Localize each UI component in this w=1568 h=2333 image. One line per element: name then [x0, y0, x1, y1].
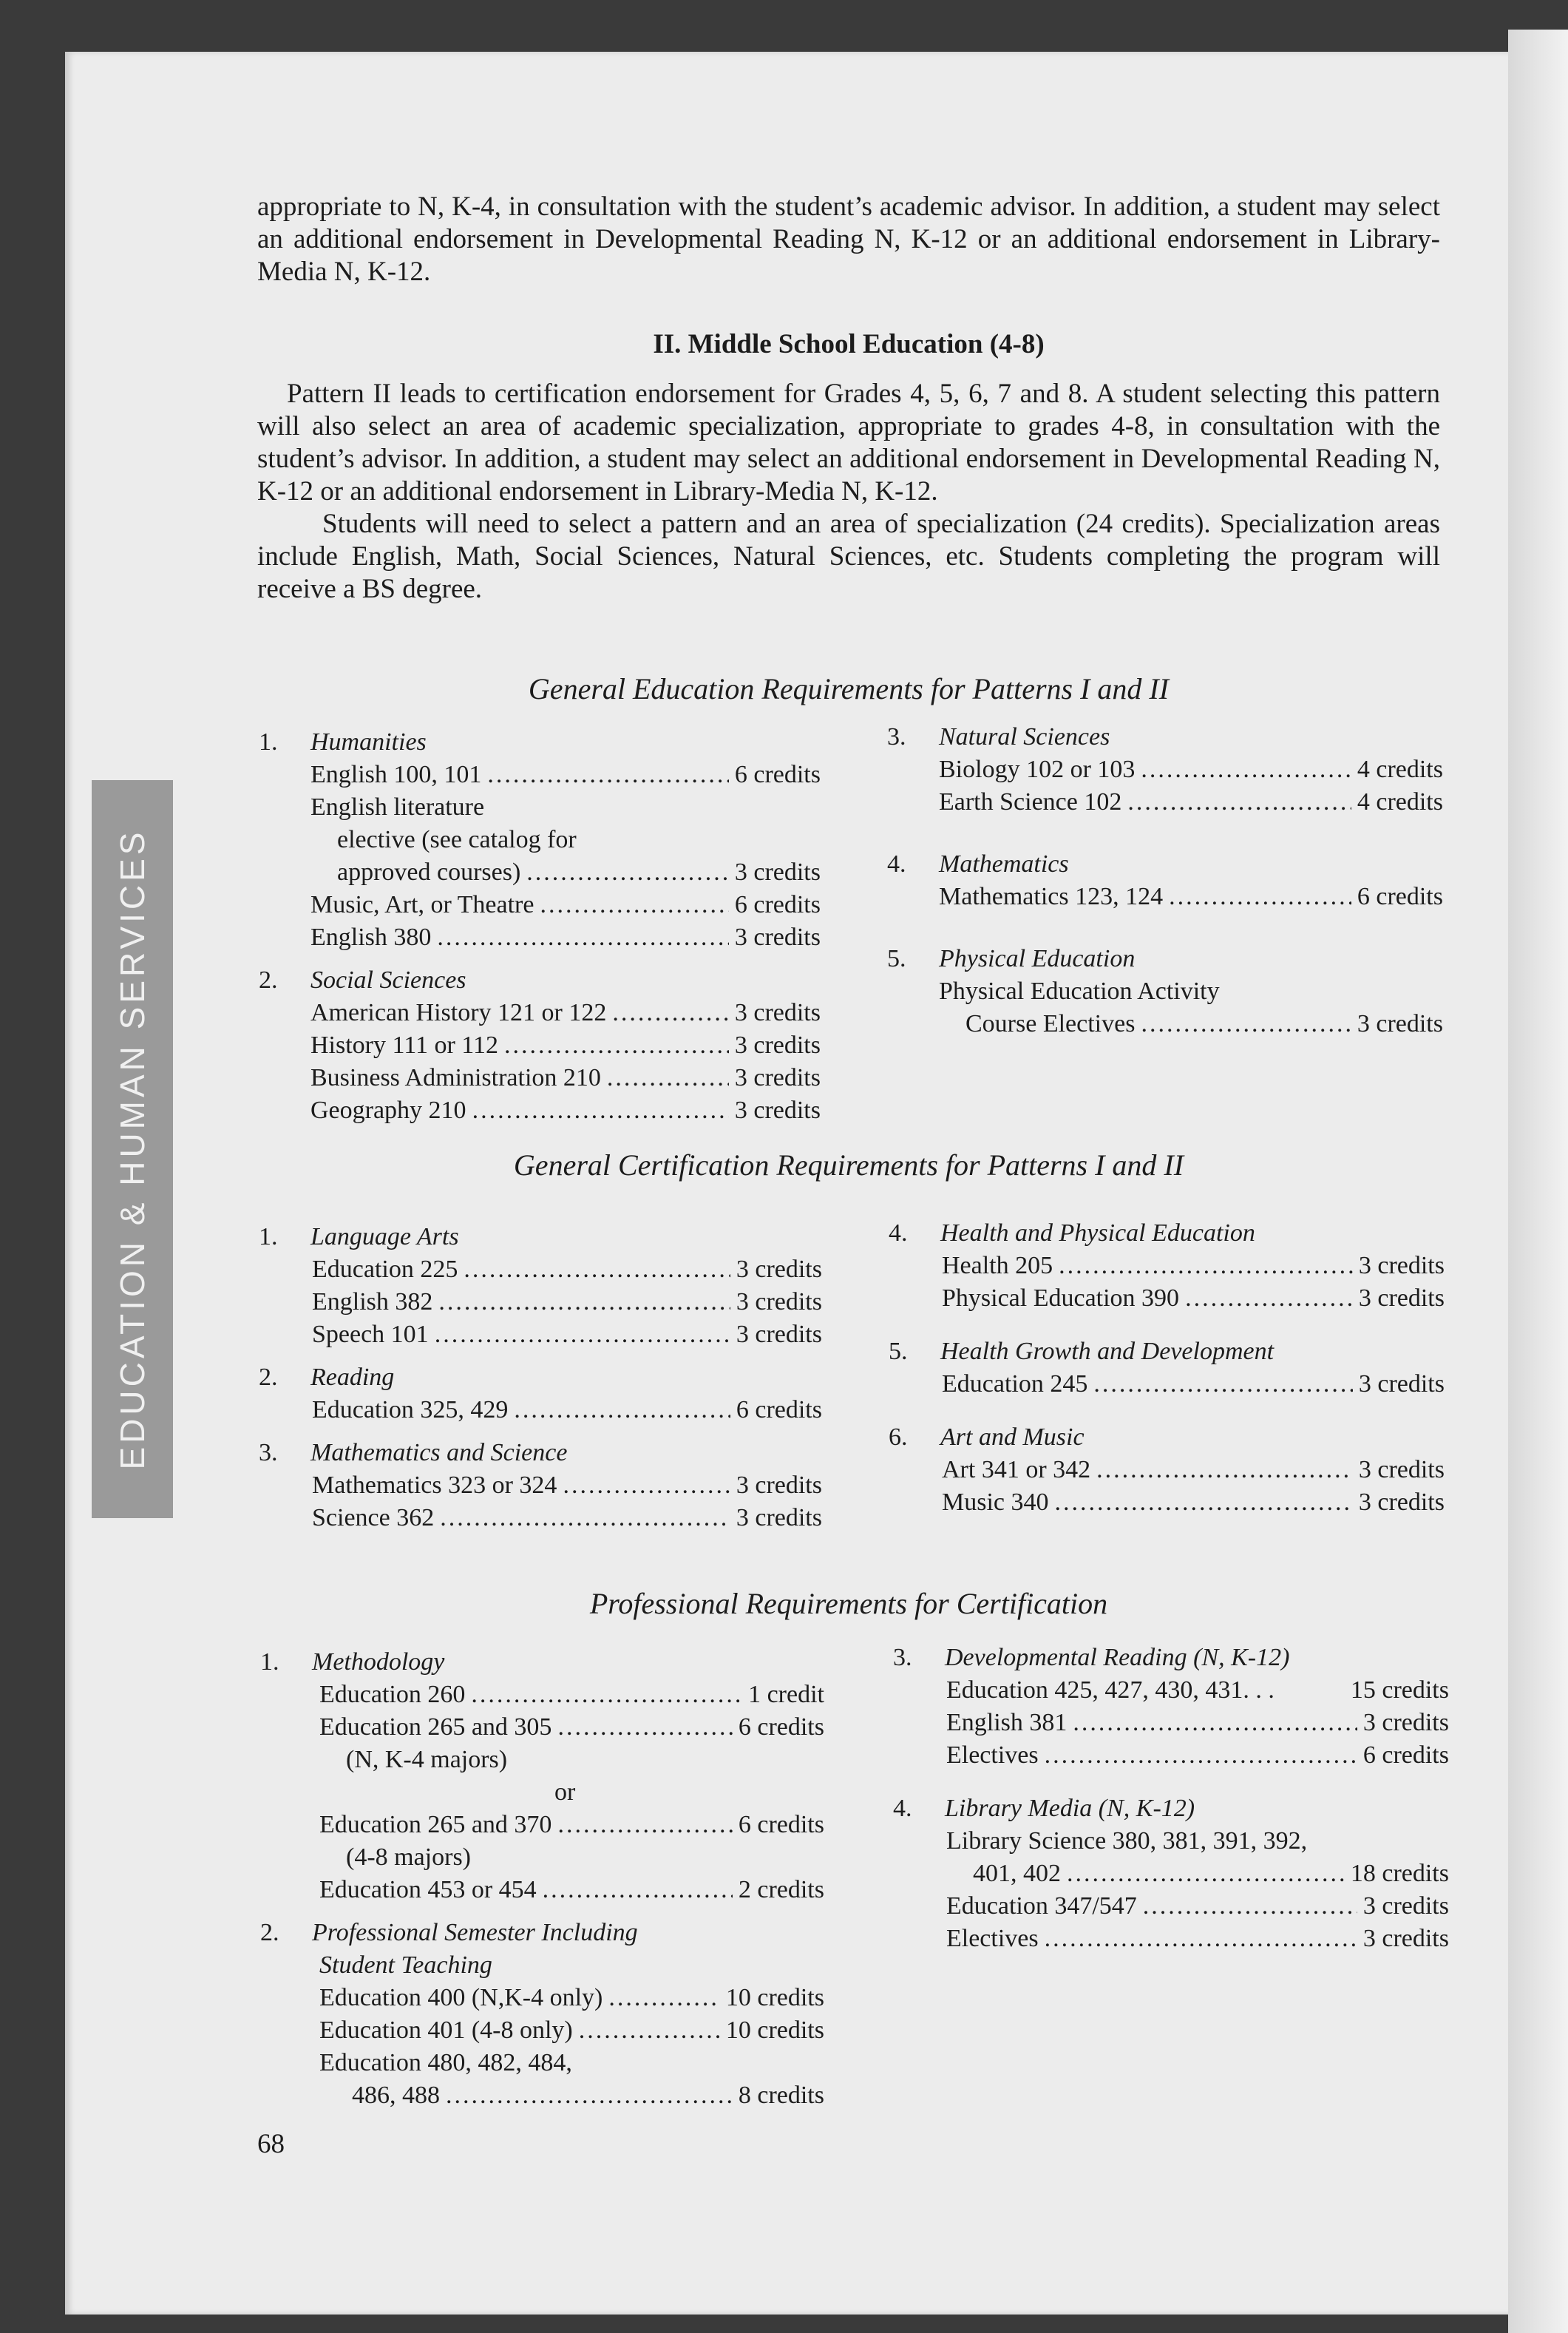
course-row: Education 347/547 ..... 3 credits	[946, 1890, 1449, 1923]
course-row: Electives ..... 6 credits	[946, 1739, 1449, 1772]
group-title: Health Growth and Development	[940, 1338, 1275, 1365]
group-number: 4.	[893, 1795, 912, 1822]
group-number: 2.	[259, 1364, 278, 1391]
page-edge	[1508, 30, 1568, 2333]
course-row: History 111 or 112 ..... 3 credits	[310, 1029, 821, 1062]
group-number: 3.	[893, 1644, 912, 1671]
methodology-group	[260, 1646, 824, 1906]
course-line: Physical Education Activity	[939, 978, 1220, 1005]
prof-right-column	[893, 1642, 1449, 1965]
course-row: Education 260 ..... 1 credit	[319, 1679, 824, 1711]
art-music-group	[889, 1421, 1445, 1519]
group-title: Library Media (N, K-12)	[945, 1795, 1195, 1822]
physical-education-group	[887, 943, 1443, 1040]
course-row: Education 425, 427, 430, 431. . . 15 credits	[946, 1676, 1449, 1704]
course-row: English 382 ..... 3 credits	[312, 1286, 822, 1318]
course-row: Mathematics 123, 124 ..... 6 credits	[939, 881, 1443, 913]
social-sciences-group	[259, 964, 821, 1127]
group-number: 3.	[887, 723, 906, 751]
group-number: 5.	[887, 945, 906, 972]
course-row: Education 401 (4-8 only) ..... 10 credits	[319, 2014, 824, 2047]
course-note: (4-8 majors)	[346, 1843, 472, 1871]
course-row: Business Administration 210 ..... 3 credits	[310, 1062, 821, 1094]
health-growth-group	[889, 1335, 1445, 1401]
course-row: Electives ..... 3 credits	[946, 1923, 1449, 1955]
course-row: Earth Science 102 ..... 4 credits	[939, 786, 1443, 819]
group-number: 3.	[259, 1439, 278, 1466]
course-row: English 380 ..... 3 credits	[310, 921, 821, 954]
course-row: English 381 ..... 3 credits	[946, 1707, 1449, 1739]
group-title: Mathematics and Science	[310, 1439, 568, 1466]
mathematics-group	[887, 848, 1443, 913]
course-row: Physical Education 390 ..... 3 credits	[942, 1282, 1445, 1315]
course-row: Education 265 and 305 ..... 6 credits	[319, 1711, 824, 1744]
group-title: Professional Semester Including	[312, 1919, 638, 1946]
group-number: 2.	[259, 966, 278, 994]
course-row: approved courses) ..... 3 credits	[337, 856, 821, 889]
course-line: Education 480, 482, 484,	[319, 2049, 572, 2076]
page-number: 68	[257, 2129, 285, 2159]
course-row: Music 340 ..... 3 credits	[942, 1486, 1445, 1519]
course-row: Mathematics 323 or 324 ..... 3 credits	[312, 1469, 822, 1502]
course-row: Education 325, 429 ..... 6 credits	[312, 1394, 822, 1426]
prof-heading: Professional Requirements for Certification	[589, 1587, 1108, 1620]
specialization-paragraph: Students will need to select a pattern and an area of specialization (24 credits). Specialization areas include English, Math, Social Sciences, Natural Sciences, etc. Students completing the program will receive a BS degree.	[257, 509, 1440, 604]
group-number: 1.	[259, 1223, 278, 1250]
course-row: Art 341 or 342 ..... 3 credits	[942, 1454, 1445, 1486]
natural-sciences-group	[887, 721, 1443, 819]
group-title: Developmental Reading (N, K-12)	[945, 1644, 1290, 1671]
group-title: Language Arts	[310, 1223, 459, 1250]
group-number: 1.	[259, 728, 278, 756]
course-row: Health 205 ..... 3 credits	[942, 1250, 1445, 1282]
group-number: 2.	[260, 1919, 279, 1946]
course-row: Education 245 ..... 3 credits	[942, 1368, 1445, 1401]
course-row: Music, Art, or Theatre ..... 6 credits	[310, 889, 821, 921]
course-row: Speech 101 ..... 3 credits	[312, 1318, 822, 1351]
course-line: English literature	[310, 793, 485, 821]
group-title-continued: Student Teaching	[319, 1951, 492, 1979]
group-number: 6.	[889, 1423, 908, 1451]
intro-paragraph: appropriate to N, K-4, in consultation with the student’s academic advisor. In addition, a student may select an additional endorsement in Developmental Reading N, K-12 or an additional endorsement in Library-Media N, K-12.	[257, 192, 1440, 287]
humanities-group	[259, 726, 821, 954]
group-number: 4.	[889, 1219, 908, 1247]
course-row: 486, 488 ..... 8 credits	[352, 2079, 824, 2112]
prof-left-column	[260, 1646, 824, 2122]
course-row: Education 400 (N,K-4 only) ..... 10 credits	[319, 1982, 824, 2014]
or-connector: or	[554, 1778, 576, 1806]
course-row: Education 265 and 370 ..... 6 credits	[319, 1809, 824, 1841]
course-row: Education 453 or 454 ..... 2 credits	[319, 1874, 824, 1906]
gen-cert-right-column	[889, 1217, 1445, 1529]
language-arts-group	[259, 1221, 822, 1351]
course-note: (N, K-4 majors)	[346, 1746, 508, 1773]
library-media-group	[893, 1792, 1449, 1955]
course-line: elective (see catalog for	[337, 826, 577, 853]
group-number: 5.	[889, 1338, 908, 1365]
gen-cert-left-column	[259, 1221, 822, 1545]
reading-group	[259, 1361, 822, 1426]
developmental-reading-group	[893, 1642, 1449, 1772]
course-row: Course Electives ..... 3 credits	[965, 1008, 1443, 1040]
course-line: Library Science 380, 381, 391, 392,	[946, 1827, 1308, 1855]
gen-ed-left-column	[259, 726, 821, 1137]
course-row: Science 362 ..... 3 credits	[312, 1502, 822, 1534]
group-title: Art and Music	[940, 1423, 1085, 1451]
section-title: II. Middle School Education (4-8)	[653, 329, 1045, 359]
math-science-group	[259, 1437, 822, 1534]
intro-block	[257, 191, 1440, 288]
health-pe-group	[889, 1217, 1445, 1315]
course-row: Biology 102 or 103 ..... 4 credits	[939, 754, 1443, 786]
course-row: 401, 402 ..... 18 credits	[973, 1858, 1449, 1890]
professional-semester-group	[260, 1917, 824, 2112]
gen-cert-heading: General Certification Requirements for Patterns I and II	[513, 1148, 1184, 1182]
group-title: Natural Sciences	[939, 723, 1110, 751]
group-title: Social Sciences	[310, 966, 466, 994]
gen-ed-heading: General Education Requirements for Patterns I and II	[528, 672, 1170, 705]
group-title: Physical Education	[939, 945, 1136, 972]
course-row: English 100, 101 ..... 6 credits	[310, 759, 821, 791]
group-title: Humanities	[310, 728, 427, 756]
side-tab-label: EDUCATION & HUMAN SERVICES	[113, 828, 152, 1470]
group-title: Health and Physical Education	[940, 1219, 1255, 1247]
group-title: Reading	[310, 1364, 395, 1391]
course-row: Education 225 ..... 3 credits	[312, 1253, 822, 1286]
gen-ed-right-column	[887, 721, 1443, 1051]
group-title: Mathematics	[939, 850, 1069, 878]
course-row: Geography 210 ..... 3 credits	[310, 1094, 821, 1127]
course-row: American History 121 or 122 ..... 3 credits	[310, 997, 821, 1029]
group-number: 1.	[260, 1648, 279, 1676]
group-number: 4.	[887, 850, 906, 878]
group-title: Methodology	[312, 1648, 445, 1676]
body-text	[257, 378, 1440, 606]
pattern-paragraph: Pattern II leads to certification endorsement for Grades 4, 5, 6, 7 and 8. A student selecting this pattern will also select an area of academic specialization, appropriate to grades 4-8, in consultation with the student’s advisor. In addition, a student may select an additional endorsement in Developmental Reading N, K-12 or an additional endorsement in Library-Media N, K-12.	[257, 379, 1440, 507]
